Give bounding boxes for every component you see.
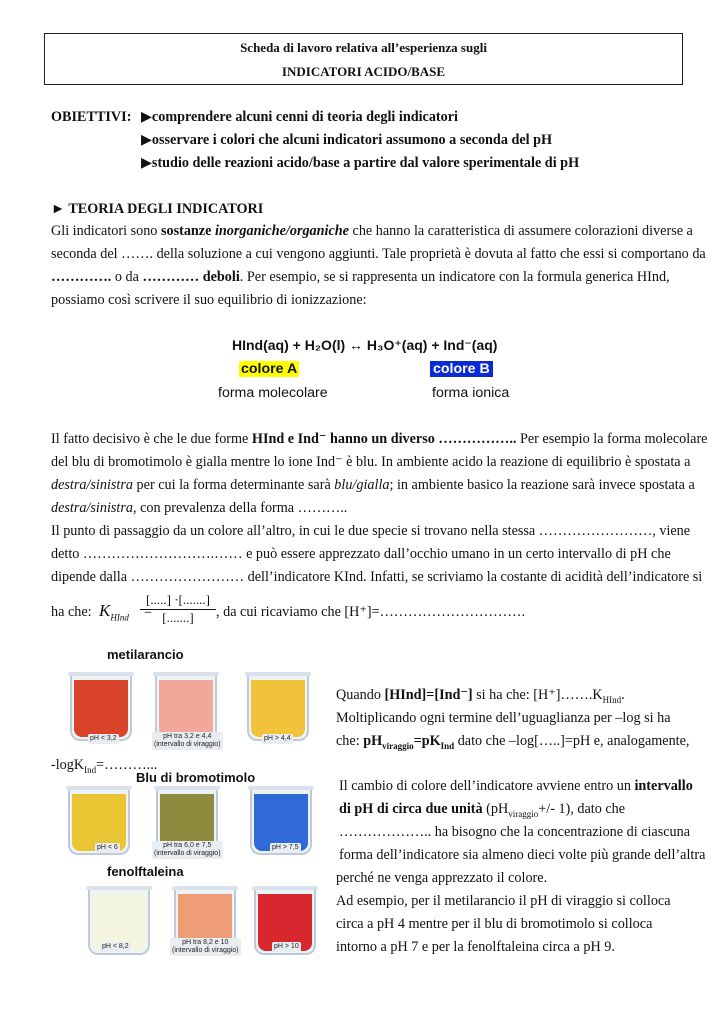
para2-line-1: Il fatto decisivo è che le due forme HInd e Ind⁻ hanno un diverso …………….. Per esempio la forma molecolare xyxy=(51,431,708,447)
para2-line-5: Il punto di passaggio da un colore all’altro, in cui le due specie si trovano nella stessa ……………………, viene xyxy=(51,523,691,539)
right-line-5: Il cambio di colore dell’indicatore avviene entro un intervallo xyxy=(339,778,693,794)
label-bromotimolo-1: pH < 6 xyxy=(97,844,118,851)
para2-line-4: destra/sinistra, con prevalenza della forma ……….. xyxy=(51,500,348,516)
theory-line-4: possiamo così scrivere il suo equilibrio di ionizzazione: xyxy=(51,292,367,308)
formula-numerator: [.....] ·[.......] xyxy=(140,592,216,610)
beaker-metilarancio-3 xyxy=(247,675,309,741)
right-line-10: Ad esempio, per il metilarancio il pH di viraggio si colloca xyxy=(336,893,671,909)
ionization-equation: HInd(aq) + H₂O(l) ↔ H₃O⁺(aq) + Ind⁻(aq) xyxy=(232,337,498,353)
right-line-12: intorno a pH 7 e per la fenolftaleina circa a pH 9. xyxy=(336,939,615,955)
formula-intro: ha che: xyxy=(51,604,92,620)
label-metilarancio-3: pH > 4,4 xyxy=(264,735,291,742)
liquid xyxy=(74,680,128,737)
theory-line-3: …………. o da ………… deboli. Per esempio, se si rappresenta un indicatore con la formula generica HInd, xyxy=(51,269,670,285)
right-line-3: che: $pH_{viraggio}=pK_{Ind}$ dato che –log[…..]=pH e, analogamente, xyxy=(336,733,690,751)
label-fenolftaleina-3: pH > 10 xyxy=(274,943,299,950)
right-line-2: Moltiplicando ogni termine dell’uguaglianza per –log si ha xyxy=(336,710,671,726)
liquid xyxy=(159,680,213,737)
label-bromotimolo-2: pH tra 6,0 e 7,5 (intervallo di viraggio) xyxy=(154,842,221,857)
objectives-label: OBIETTIVI: xyxy=(51,109,132,125)
right-line-6: di pH di circa due unità ($pH_{viraggio}+/-$ 1), dato che xyxy=(339,801,626,819)
theory-line-1: Gli indicatori sono sostanze inorganiche/organiche che hanno la caratteristica di assumere colorazioni diverse a xyxy=(51,223,693,239)
beaker-metilarancio-1 xyxy=(70,675,132,741)
right-line-11: circa a pH 4 mentre per il blu di bromotimolo si colloca xyxy=(336,916,653,932)
para2-line-7: dipende dalla …………………… dell’indicatore KInd. Infatti, se scriviamo la costante di acidità dell’indicatore si xyxy=(51,569,703,585)
right-line-1: Quando [HInd]=[Ind⁻] si ha che: $[H^+]\dots\dots.K_{HInd}$. xyxy=(336,687,625,705)
k-symbol: $K_{HInd}$ xyxy=(99,601,129,623)
label-bromotimolo-3: pH > 7,5 xyxy=(272,844,299,851)
theory-title: ► TEORIA DEGLI INDICATORI xyxy=(51,201,264,217)
right-line-9: perché ne venga apprezzato il colore. xyxy=(336,870,548,886)
para2-line-2: del blu di bromotimolo è gialla mentre lo ione Ind⁻ è blu. In ambiente acido la reazione di equilibrio è spostata a xyxy=(51,454,691,470)
formula-equals: = xyxy=(144,604,153,620)
figure-title-bromotimolo: Blu di bromotimolo xyxy=(136,770,256,785)
objective-item-3: ▶studio delle reazioni acido/base a partire dal valore sperimentale di pH xyxy=(141,155,580,171)
left-logk-line: -logK$_{Ind}$=………... xyxy=(51,757,158,775)
para2-line-3: destra/sinistra per cui la forma determinante sarà blu/gialla; in ambiente basico la reazione sarà invece spostata a xyxy=(51,477,695,493)
label-metilarancio-1: pH < 3,2 xyxy=(90,735,117,742)
objective-item-1: ▶comprendere alcuni cenni di teoria degli indicatori xyxy=(141,109,458,125)
figure-title-fenolftaleina: fenolftaleina xyxy=(107,864,184,879)
form-a-label: forma molecolare xyxy=(218,385,328,401)
para2-line-6: detto ……………………….…… e può essere apprezzato dall’occhio umano in un certo intervallo di pH che xyxy=(51,546,671,562)
color-b-tag: colore B xyxy=(430,361,493,377)
label-fenolftaleina-1: pH < 8,2 xyxy=(102,943,129,950)
formula-conclusion: , da cui ricaviamo che [H⁺]=…………………………. xyxy=(216,604,526,620)
objective-item-2: ▶osservare i colori che alcuni indicatori assumono a seconda del pH xyxy=(141,132,553,148)
theory-line-2: seconda del ……. della soluzione a cui vengono aggiunti. Tale proprietà è dovuta al fatto che essi si comportano da xyxy=(51,246,706,262)
header-box xyxy=(44,33,683,85)
right-line-7: ……………….. ha bisogno che la concentrazione di ciascuna xyxy=(339,824,691,840)
color-a-tag: colore A xyxy=(241,361,298,377)
label-metilarancio-2: pH tra 3,2 e 4,4 (intervallo di viraggio) xyxy=(154,733,221,748)
formula-fraction xyxy=(140,592,216,626)
formula-denominator: [.......] xyxy=(162,610,194,625)
liquid xyxy=(251,680,305,737)
form-b-label: forma ionica xyxy=(432,385,510,401)
k-subscript: HInd xyxy=(110,612,129,623)
right-line-8: forma dell’indicatore sia almeno dieci volte più grande dell’altra xyxy=(339,847,706,863)
header-subtitle: INDICATORI ACIDO/BASE xyxy=(281,64,446,79)
label-fenolftaleina-2: pH tra 8,2 e 10 (intervallo di viraggio) xyxy=(172,939,239,954)
header-title: Scheda di lavoro relativa all’esperienza sugli xyxy=(240,40,487,55)
figure-title-metilarancio: metilarancio xyxy=(107,647,184,662)
